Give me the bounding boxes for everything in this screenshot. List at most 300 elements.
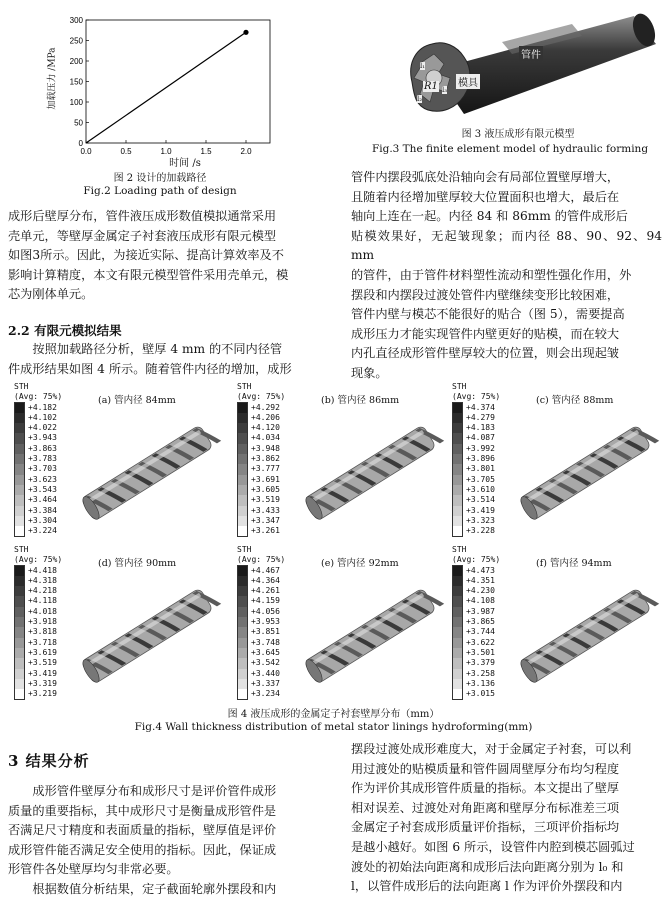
color-legend bbox=[14, 382, 62, 536]
text-line: 影响计算精度，本文有限元模型管件采用壳单元，模 bbox=[8, 267, 289, 282]
legend-row bbox=[452, 423, 500, 433]
legend-row bbox=[14, 689, 62, 699]
legend-title: STH bbox=[237, 382, 252, 391]
thickness-panel bbox=[452, 382, 657, 540]
legend-swatch bbox=[237, 464, 248, 474]
legend-value: +3.783 bbox=[28, 454, 57, 464]
legend-row bbox=[452, 485, 500, 495]
legend-row bbox=[14, 495, 62, 505]
legend-swatch bbox=[237, 576, 248, 586]
legend-value: +4.183 bbox=[466, 423, 495, 433]
label-l2: l₂ bbox=[417, 95, 423, 103]
legend-value: +3.987 bbox=[466, 606, 495, 616]
legend-row bbox=[452, 596, 500, 606]
legend-value: +3.619 bbox=[28, 647, 57, 657]
section-3-heading: 3 结果分析 bbox=[8, 752, 90, 770]
text-line: 贴模效果好，无起皱现象；而内径 88、90、92、94 mm bbox=[351, 228, 662, 263]
legend-value: +3.440 bbox=[251, 668, 280, 678]
legend-value: +4.206 bbox=[251, 412, 280, 422]
y-tick-label: 250 bbox=[69, 36, 83, 46]
legend-swatch bbox=[14, 689, 25, 700]
legend-swatch bbox=[14, 617, 25, 627]
x-tick-label: 0.5 bbox=[120, 147, 132, 156]
legend-row bbox=[452, 669, 500, 679]
legend-value: +3.219 bbox=[28, 689, 57, 699]
legend-row bbox=[14, 464, 62, 474]
legend-swatch bbox=[452, 516, 463, 526]
fig3 bbox=[372, 2, 664, 127]
legend-swatch bbox=[14, 565, 25, 576]
legend-swatch bbox=[452, 402, 463, 413]
legend-row bbox=[14, 586, 62, 596]
legend-row bbox=[14, 403, 62, 413]
x-tick-label: 1.0 bbox=[160, 147, 172, 156]
legend-row bbox=[237, 689, 285, 699]
fig4-caption-en: Fig.4 Wall thickness distribution of metal stator linings hydroforming(mm) bbox=[134, 721, 533, 733]
legend-row bbox=[452, 648, 500, 658]
legend-row bbox=[14, 516, 62, 526]
legend-subtitle: (Avg: 75%) bbox=[237, 392, 286, 402]
legend-row bbox=[237, 485, 285, 495]
legend-row bbox=[14, 433, 62, 443]
legend-row bbox=[237, 454, 285, 464]
legend-value: +3.384 bbox=[28, 505, 57, 515]
legend-row bbox=[14, 423, 62, 433]
legend-value: +4.351 bbox=[466, 575, 495, 585]
label-l3: l₃ bbox=[442, 86, 448, 94]
legend-swatch bbox=[14, 586, 25, 596]
section-2-2-heading: 2.2 有限元模拟结果 bbox=[8, 323, 122, 338]
legend-value: +3.419 bbox=[466, 505, 495, 515]
legend-swatch bbox=[452, 526, 463, 537]
legend-row bbox=[452, 403, 500, 413]
legend-value: +3.645 bbox=[251, 647, 280, 657]
legend-value: +3.623 bbox=[28, 474, 57, 484]
legend-swatch bbox=[452, 648, 463, 658]
x-tick-label: 2.0 bbox=[240, 147, 252, 156]
legend-value: +3.865 bbox=[466, 617, 495, 627]
fig4-caption-cn: 图 4 液压成形的金属定子衬套壁厚分布（mm） bbox=[227, 709, 440, 720]
text-line: 芯为刚体单元。 bbox=[8, 287, 94, 302]
legend-swatch bbox=[14, 485, 25, 495]
legend-swatch bbox=[237, 454, 248, 464]
legend-swatch bbox=[14, 433, 25, 443]
legend-value: +4.182 bbox=[28, 402, 57, 412]
text-line: 用过渡处的贴模质量和管件圆周壁厚分布均匀程度 bbox=[351, 761, 620, 776]
legend-swatch bbox=[237, 495, 248, 505]
legend-value: +4.056 bbox=[251, 606, 280, 616]
legend-row bbox=[237, 433, 285, 443]
loading-path-chart bbox=[40, 2, 280, 172]
legend-row bbox=[237, 658, 285, 668]
y-tick-label: 100 bbox=[69, 98, 83, 107]
legend-subtitle: (Avg: 75%) bbox=[14, 392, 63, 402]
legend-row bbox=[237, 669, 285, 679]
legend-row bbox=[14, 669, 62, 679]
legend-subtitle: (Avg: 75%) bbox=[452, 392, 501, 402]
legend-row bbox=[14, 627, 62, 637]
legend-row bbox=[14, 679, 62, 689]
fig3-caption-cn: 图 3 液压成形有限元模型 bbox=[461, 129, 575, 140]
legend-value: +3.610 bbox=[466, 484, 495, 494]
text-line: 作为评价其成形管件质量的指标。本文提出了壁厚 bbox=[351, 781, 620, 796]
legend-row bbox=[14, 506, 62, 516]
legend-row bbox=[452, 658, 500, 668]
legend-row bbox=[14, 607, 62, 617]
legend-value: +3.514 bbox=[466, 495, 495, 505]
legend-value: +4.034 bbox=[251, 433, 280, 443]
label-l1: l₁ bbox=[420, 62, 426, 70]
legend-row bbox=[237, 679, 285, 689]
legend-value: +4.364 bbox=[251, 575, 280, 585]
legend-value: +3.519 bbox=[251, 495, 280, 505]
legend-value: +3.918 bbox=[28, 617, 57, 627]
legend-value: +3.464 bbox=[28, 495, 57, 505]
fe-model-illustration bbox=[372, 2, 664, 127]
text-line: 且随着内径增加壁厚较大位置面积也增大，最后在 bbox=[351, 189, 620, 204]
x-tick-label: 1.5 bbox=[200, 147, 212, 156]
panel-title: (d) 管内径 90mm bbox=[98, 558, 177, 569]
legend-row bbox=[237, 444, 285, 454]
thickness-panel bbox=[14, 545, 219, 703]
legend-value: +3.862 bbox=[251, 454, 280, 464]
color-legend bbox=[452, 545, 500, 699]
legend-row bbox=[237, 617, 285, 627]
legend-value: +3.851 bbox=[251, 627, 280, 637]
legend-swatch bbox=[452, 444, 463, 454]
legend-value: +3.748 bbox=[251, 637, 280, 647]
legend-swatch bbox=[452, 658, 463, 668]
fig3-caption-en: Fig.3 The finite element model of hydraulic forming bbox=[371, 143, 649, 155]
r1-label: R1 bbox=[424, 81, 438, 92]
text-line: 轴向上连在一起。内径 84 和 86mm 的管件成形后 bbox=[351, 209, 628, 224]
legend-swatch bbox=[237, 648, 248, 658]
legend-value: +4.087 bbox=[466, 433, 495, 443]
legend-title: STH bbox=[452, 545, 467, 554]
legend-row bbox=[237, 423, 285, 433]
legend-value: +3.304 bbox=[28, 515, 57, 525]
legend-value: +3.224 bbox=[28, 526, 57, 536]
fig2-xlabel: 时间 /s bbox=[169, 158, 201, 169]
legend-swatch bbox=[14, 464, 25, 474]
legend-row bbox=[237, 506, 285, 516]
legend-value: +3.818 bbox=[28, 627, 57, 637]
legend-row bbox=[237, 403, 285, 413]
legend-row bbox=[237, 638, 285, 648]
twisted-tube-image bbox=[295, 571, 445, 701]
legend-swatch bbox=[14, 444, 25, 454]
legend-swatch bbox=[452, 565, 463, 576]
text-line: 成形管件壁厚分布和成形尺寸是评价管件成形 bbox=[32, 784, 277, 798]
legend-swatch bbox=[452, 627, 463, 637]
legend-swatch bbox=[237, 689, 248, 700]
legend-row bbox=[14, 454, 62, 464]
legend-row bbox=[237, 526, 285, 536]
legend-row bbox=[237, 576, 285, 586]
legend-swatch bbox=[237, 617, 248, 627]
legend-swatch bbox=[237, 658, 248, 668]
legend-swatch bbox=[452, 464, 463, 474]
legend-row bbox=[452, 495, 500, 505]
legend-row bbox=[14, 475, 62, 485]
legend-value: +3.896 bbox=[466, 454, 495, 464]
legend-swatch bbox=[237, 679, 248, 689]
legend-value: +3.542 bbox=[251, 658, 280, 668]
legend-title: STH bbox=[14, 545, 29, 554]
legend-swatch bbox=[14, 454, 25, 464]
text-line: 现象。 bbox=[351, 365, 388, 380]
right-column-top-text bbox=[351, 168, 662, 384]
legend-swatch bbox=[14, 413, 25, 423]
y-tick-label: 200 bbox=[69, 57, 83, 66]
legend-value: +3.433 bbox=[251, 505, 280, 515]
legend-swatch bbox=[14, 679, 25, 689]
legend-swatch bbox=[237, 516, 248, 526]
section-3-left-text bbox=[8, 782, 324, 900]
legend-title: STH bbox=[452, 382, 467, 391]
legend-value: +3.519 bbox=[28, 658, 57, 668]
tube-label: 管件 bbox=[519, 46, 543, 61]
legend-swatch bbox=[14, 423, 25, 433]
legend-value: +3.379 bbox=[466, 658, 495, 668]
legend-row bbox=[452, 413, 500, 423]
legend-swatch bbox=[452, 475, 463, 485]
legend-swatch bbox=[237, 526, 248, 537]
legend-swatch bbox=[452, 423, 463, 433]
legend-swatch bbox=[14, 607, 25, 617]
legend-value: +3.943 bbox=[28, 433, 57, 443]
legend-row bbox=[237, 495, 285, 505]
legend-value: +3.136 bbox=[466, 678, 495, 688]
text-line: 成形后壁厚分布，管件液压成形数值模拟通常采用 bbox=[8, 209, 277, 223]
legend-value: +4.279 bbox=[466, 412, 495, 422]
legend-value: +3.337 bbox=[251, 678, 280, 688]
legend-swatch bbox=[14, 596, 25, 606]
legend-swatch bbox=[452, 679, 463, 689]
legend-row bbox=[14, 566, 62, 576]
panel-title: (b) 管内径 86mm bbox=[321, 395, 400, 406]
y-tick-label: 150 bbox=[69, 77, 83, 87]
legend-row bbox=[452, 586, 500, 596]
legend-row bbox=[452, 464, 500, 474]
legend-subtitle: (Avg: 75%) bbox=[452, 555, 501, 565]
legend-swatch bbox=[237, 475, 248, 485]
legend-swatch bbox=[452, 495, 463, 505]
thickness-panel bbox=[237, 545, 442, 703]
legend-row bbox=[14, 444, 62, 454]
y-tick-label: 300 bbox=[69, 16, 83, 25]
die-label: 模具 bbox=[456, 74, 480, 89]
legend-swatch bbox=[14, 669, 25, 679]
legend-value: +4.022 bbox=[28, 423, 57, 433]
loading-path-line bbox=[86, 32, 246, 143]
y-tick-label: 50 bbox=[74, 118, 83, 128]
text-line: 摆段和内摆段过渡处管件内壁继续变形比较困难， bbox=[351, 287, 620, 302]
legend-swatch bbox=[452, 689, 463, 700]
text-line: 形管件各处壁厚均匀非常必要。 bbox=[8, 862, 179, 877]
legend-row bbox=[452, 444, 500, 454]
legend-value: +3.605 bbox=[251, 484, 280, 494]
legend-swatch bbox=[14, 495, 25, 505]
legend-swatch bbox=[14, 648, 25, 658]
panel-title: (c) 管内径 88mm bbox=[536, 395, 614, 406]
text-line: 金属定子衬套成形质量评价指标，三项评价指标均 bbox=[351, 820, 620, 835]
legend-swatch bbox=[237, 444, 248, 454]
text-line: 成形管件能否满足安全使用的指标。因此，保证成 bbox=[8, 842, 277, 857]
legend-value: +4.292 bbox=[251, 402, 280, 412]
twisted-tube-image bbox=[72, 571, 222, 701]
legend-swatch bbox=[237, 627, 248, 637]
text-line: 摆段过渡处成形难度大，对于金属定子衬套，可以利 bbox=[351, 742, 632, 756]
legend-value: +3.258 bbox=[466, 668, 495, 678]
legend-row bbox=[14, 617, 62, 627]
legend-subtitle: (Avg: 75%) bbox=[237, 555, 286, 565]
legend-value: +4.120 bbox=[251, 423, 280, 433]
text-line: 如图3所示。因此，为接近实际、提高计算效率及不 bbox=[8, 248, 284, 263]
twisted-tube-image bbox=[510, 571, 660, 701]
legend-row bbox=[452, 689, 500, 699]
legend-value: +4.467 bbox=[251, 565, 280, 575]
text-line: 质量的重要指标，其中成形尺寸是衡量成形管件是 bbox=[8, 803, 277, 818]
legend-value: +3.323 bbox=[466, 515, 495, 525]
legend-swatch bbox=[237, 669, 248, 679]
legend-row bbox=[452, 679, 500, 689]
legend-row bbox=[452, 506, 500, 516]
legend-value: +3.744 bbox=[466, 627, 495, 637]
legend-row bbox=[14, 526, 62, 536]
legend-value: +3.501 bbox=[466, 647, 495, 657]
legend-row bbox=[452, 516, 500, 526]
x-tick-label: 0.0 bbox=[80, 147, 92, 156]
text-line: 是越小越好。如图 6 所示，设管件内腔到模芯圆弧过 bbox=[351, 839, 635, 854]
legend-swatch bbox=[452, 454, 463, 464]
legend-swatch bbox=[452, 413, 463, 423]
legend-value: +4.218 bbox=[28, 586, 57, 596]
legend-row bbox=[14, 658, 62, 668]
text-line: 否满足尺寸精度和表面质量的指标，壁厚值是评价 bbox=[8, 823, 277, 838]
legend-row bbox=[14, 485, 62, 495]
legend-swatch bbox=[452, 669, 463, 679]
panel-title: (f) 管内径 94mm bbox=[536, 558, 612, 569]
legend-row bbox=[452, 526, 500, 536]
end-point-marker bbox=[243, 30, 248, 35]
legend-value: +3.419 bbox=[28, 668, 57, 678]
legend-swatch bbox=[452, 596, 463, 606]
text-line: 的管件，由于管件材料塑性流动和塑性强化作用，外 bbox=[351, 267, 632, 282]
fig2-caption-en: Fig.2 Loading path of design bbox=[83, 185, 237, 197]
legend-swatch bbox=[452, 485, 463, 495]
legend-swatch bbox=[14, 638, 25, 648]
legend-value: +4.108 bbox=[466, 596, 495, 606]
legend-value: +3.953 bbox=[251, 617, 280, 627]
legend-row bbox=[237, 566, 285, 576]
legend-title: STH bbox=[14, 382, 29, 391]
legend-row bbox=[452, 576, 500, 586]
legend-value: +4.473 bbox=[466, 565, 495, 575]
legend-swatch bbox=[452, 617, 463, 627]
legend-value: +3.863 bbox=[28, 443, 57, 453]
legend-swatch bbox=[237, 485, 248, 495]
twisted-tube-image bbox=[295, 408, 445, 538]
legend-swatch bbox=[14, 402, 25, 413]
legend-value: +4.418 bbox=[28, 565, 57, 575]
legend-swatch bbox=[237, 506, 248, 516]
fig2-caption-cn: 图 2 设计的加载路径 bbox=[113, 173, 207, 184]
legend-swatch bbox=[237, 607, 248, 617]
text-line: 渡处的初始法向距离和成形后法向距离分别为 l₀ 和 bbox=[351, 859, 624, 874]
text-line: 内孔直径成形管件壁厚较大的位置，则会出现起皱 bbox=[351, 346, 620, 361]
section-2-2-text bbox=[8, 340, 324, 379]
legend-value: +4.261 bbox=[251, 586, 280, 596]
legend-value: +3.234 bbox=[251, 689, 280, 699]
legend-value: +4.118 bbox=[28, 596, 57, 606]
text-line: 管件内壁与模芯不能很好的贴合（图 5），需要提高 bbox=[351, 307, 625, 322]
twisted-tube-image bbox=[72, 408, 222, 538]
legend-row bbox=[237, 586, 285, 596]
legend-row bbox=[237, 596, 285, 606]
legend-row bbox=[237, 413, 285, 423]
panel-title: (e) 管内径 92mm bbox=[321, 558, 399, 569]
text-line: 成形压力才能实现管件内壁更好的贴模，而在较大 bbox=[351, 326, 620, 341]
legend-row bbox=[452, 475, 500, 485]
legend-value: +3.777 bbox=[251, 464, 280, 474]
legend-value: +3.543 bbox=[28, 484, 57, 494]
legend-row bbox=[452, 617, 500, 627]
legend-swatch bbox=[14, 516, 25, 526]
legend-value: +3.718 bbox=[28, 637, 57, 647]
legend-swatch bbox=[237, 423, 248, 433]
color-legend bbox=[452, 382, 500, 536]
legend-swatch bbox=[14, 506, 25, 516]
legend-value: +3.319 bbox=[28, 678, 57, 688]
legend-swatch bbox=[237, 596, 248, 606]
legend-row bbox=[452, 607, 500, 617]
section-3-right-text bbox=[351, 740, 662, 897]
text-line: 按照加载路径分析，壁厚 4 mm 的不同内径管 bbox=[32, 342, 283, 356]
legend-value: +3.992 bbox=[466, 443, 495, 453]
legend-row bbox=[14, 596, 62, 606]
legend-swatch bbox=[237, 402, 248, 413]
legend-value: +3.622 bbox=[466, 637, 495, 647]
color-legend bbox=[237, 545, 285, 699]
legend-value: +3.691 bbox=[251, 474, 280, 484]
text-line: 相对误差、过渡处对角距离和壁厚分布标准差三项 bbox=[351, 800, 620, 815]
left-column-top-text bbox=[8, 207, 324, 305]
legend-row bbox=[452, 433, 500, 443]
legend-title: STH bbox=[237, 545, 252, 554]
legend-value: +3.347 bbox=[251, 515, 280, 525]
legend-value: +4.102 bbox=[28, 412, 57, 422]
legend-row bbox=[237, 627, 285, 637]
legend-swatch bbox=[237, 413, 248, 423]
legend-value: +4.374 bbox=[466, 402, 495, 412]
thickness-panel bbox=[237, 382, 442, 540]
legend-row bbox=[237, 516, 285, 526]
color-legend bbox=[14, 545, 62, 699]
twisted-tube-image bbox=[510, 408, 660, 538]
y-tick-label: 0 bbox=[78, 139, 83, 148]
legend-swatch bbox=[452, 433, 463, 443]
legend-swatch bbox=[14, 475, 25, 485]
legend-row bbox=[452, 454, 500, 464]
legend-row bbox=[452, 638, 500, 648]
legend-swatch bbox=[237, 638, 248, 648]
legend-subtitle: (Avg: 75%) bbox=[14, 555, 63, 565]
legend-swatch bbox=[452, 576, 463, 586]
legend-swatch bbox=[14, 627, 25, 637]
legend-swatch bbox=[452, 586, 463, 596]
text-line: 管件内摆段弧底处沿轴向会有局部位置壁厚增大， bbox=[351, 170, 620, 184]
